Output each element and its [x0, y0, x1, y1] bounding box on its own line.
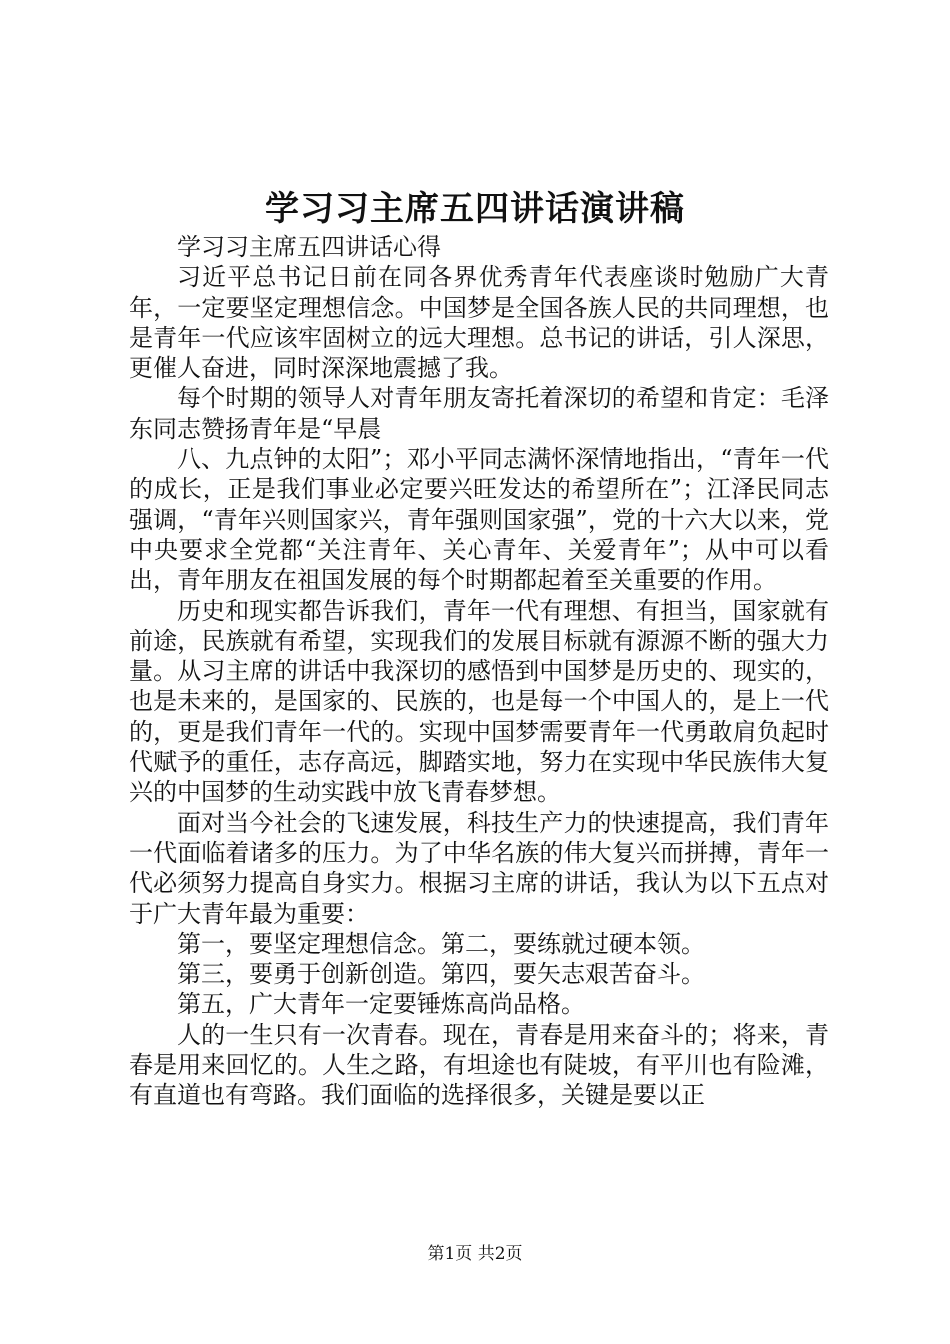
paragraph: 第五，广大青年一定要锤炼高尚品格。: [177, 990, 585, 1019]
paragraph: 面对当今社会的飞速发展，科技生产力的快速提高，我们青年一代面临着诸多的压力。为了中华名族的伟大复兴而拼搏，青年一代必须努力提高自身实力。根据习主席的讲话，我认为以下五点对于广大青年最为重要：: [129, 808, 829, 928]
paragraph: 历史和现实都告诉我们，青年一代有理想、有担当，国家就有前途，民族就有希望，实现我们的发展目标就有源源不断的强大力量。从习主席的讲话中我深切的感悟到中国梦是历史的、现实的，也是未来的，是国家的、民族的，也是每一个中国人的，是上一代的，更是我们青年一代的。实现中国梦需要青年一代勇敢肩负起时代赋予的重任，志存高远，脚踏实地，努力在实现中华民族伟大复兴的中国梦的生动实践中放飞青春梦想。: [129, 596, 829, 807]
paragraph-subtitle: 学习习主席五四讲话心得: [177, 233, 441, 261]
paragraph: 人的一生只有一次青春。现在，青春是用来奋斗的；将来，青春是用来回忆的。人生之路，有坦途也有陡坡，有平川也有险滩，有直道也有弯路。我们面临的选择很多，关键是要以正: [129, 1020, 829, 1110]
document-title: 学习习主席五四讲话演讲稿: [265, 189, 685, 229]
paragraph: 习近平总书记日前在同各界优秀青年代表座谈时勉励广大青年，一定要坚定理想信念。中国梦是全国各族人民的共同理想，也是青年一代应该牢固树立的远大理想。总书记的讲话，引人深思，更催人奋进，同时深深地震撼了我。: [129, 263, 829, 383]
paragraph: 第三，要勇于创新创造。第四，要矢志艰苦奋斗。: [177, 960, 705, 989]
paragraph: 八、九点钟的太阳”；邓小平同志满怀深情地指出，“青年一代的成长，正是我们事业必定要兴旺发达的希望所在”；江泽民同志强调，“青年兴则国家兴，青年强则国家强”，党的十六大以来，党中央要求全党都“关注青年、关心青年、关爱青年”；从中可以看出，青年朋友在祖国发展的每个时期都起着至关重要的作用。: [129, 445, 829, 595]
paragraph: 每个时期的领导人对青年朋友寄托着深切的希望和肯定：毛泽东同志赞扬青年是“早晨: [129, 384, 829, 443]
page-footer: 第1页 共2页: [427, 1244, 523, 1264]
document-body: [129, 232, 829, 1111]
paragraph: 第一，要坚定理想信念。第二，要练就过硬本领。: [177, 929, 705, 958]
